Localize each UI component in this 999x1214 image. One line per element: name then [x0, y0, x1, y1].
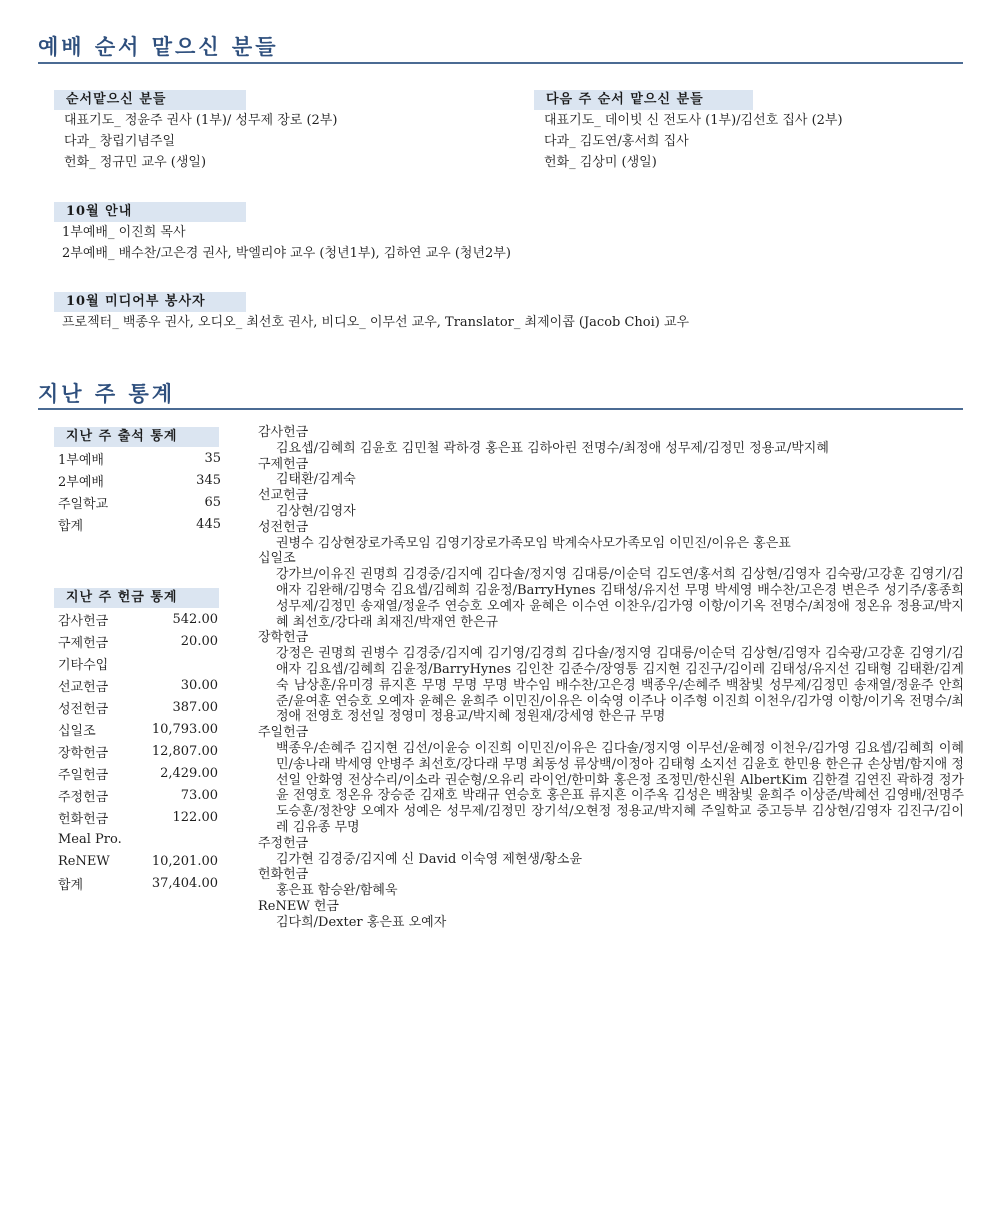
row-value: 542.00	[172, 611, 218, 627]
row-value: 345	[196, 472, 221, 488]
row-label: 성전헌금	[58, 701, 109, 717]
table-row	[58, 696, 218, 718]
table-row	[58, 491, 221, 513]
donor-category: 성전헌금	[258, 519, 309, 535]
row-label: 2부예배	[58, 474, 104, 490]
donor-names: 김다희/Dexter 홍은표 오예자	[276, 914, 447, 930]
row-label: 주일헌금	[58, 767, 109, 783]
table-row	[58, 850, 218, 872]
attendance-stats	[54, 425, 219, 535]
donor-category: 감사헌금	[258, 425, 309, 440]
next-roles-header: 다음 주 순서 맡으신 분들	[534, 90, 753, 110]
table-row	[58, 718, 218, 740]
table-row	[58, 828, 218, 850]
current-roles-line: 다과_ 창립기념주일	[64, 134, 176, 149]
next-roles-line: 헌화_ 김상미 (생일)	[544, 155, 657, 170]
table-row	[58, 740, 218, 762]
row-label: 장학헌금	[58, 745, 109, 761]
donor-category: 주정헌금	[258, 835, 309, 851]
attendance-table	[58, 447, 221, 535]
donor-list	[258, 425, 964, 931]
row-value: 65	[204, 494, 221, 510]
row-value: 10,201.00	[151, 853, 218, 869]
row-value: 30.00	[180, 677, 218, 693]
donor-names: 강가브/이유진 권명희 김경중/김지예 김다솔/정지영 김대릉/이순덕 김도연/홍서희 김상현/김영자 김숙광/고강훈 김영기/김애자 김완해/김명숙 김요셉/김혜희 김윤정/BarryHynes 김태성/유지선 무명 박세영 배수찬/고은경 변은주 성기주/홍종희 성무제/김정민 송재열/정윤주 연승호 오예자 윤혜은 이수연 이찬우/김가영 이항/이기옥 전명수/최정애 정온유 정용교/박지혜 최선호/강다래 최재진/박재연 한은규	[276, 567, 964, 630]
donor-names: 김요셉/김혜희 김윤호 김민철 곽하경 홍은표 김하아린 전명수/최정애 성무제/김정민 정용교/박지혜	[276, 440, 829, 456]
donor-category: 구제헌금	[258, 456, 309, 472]
table-row	[58, 608, 218, 630]
table-row	[58, 513, 221, 535]
donor-category: 헌화헌금	[258, 867, 309, 883]
next-roles-line: 대표기도_ 데이빗 신 전도사 (1부)/김선호 집사 (2부)	[544, 113, 843, 128]
row-label: 합계	[58, 518, 84, 534]
row-label: 합계	[58, 877, 84, 893]
row-value: 2,429.00	[160, 765, 218, 781]
current-roles-line: 대표기도_ 정윤주 권사 (1부)/ 성무제 장로 (2부)	[64, 113, 338, 128]
offering-stats	[54, 586, 219, 894]
media-volunteers-header: 10월 미디어부 봉사자	[54, 292, 246, 312]
table-row	[58, 762, 218, 784]
row-label: 구제헌금	[58, 635, 109, 651]
october-info-line: 1부예배_ 이진희 목사	[62, 225, 186, 240]
row-label: 선교헌금	[58, 679, 109, 695]
current-roles-header: 순서맡으신 분들	[54, 90, 246, 110]
october-info-block	[54, 201, 511, 264]
row-value	[137, 828, 219, 850]
row-value: 35	[204, 450, 221, 466]
table-row	[58, 652, 218, 674]
table-row	[58, 806, 218, 828]
donor-names: 백종우/손혜주 김지현 김선/이윤승 이진희 이민진/이유은 김다솔/정지영 이무선/윤혜정 이천우/김가영 김요셉/김혜희 이혜민/송나래 박세영 안병주 최선호/강다래 무명 최동성 류상백/이정아 김태형 소지선 김윤호 한민용 한은규 손상범/함지애 정선일 안화영 전상수리/이소라 권순형/오유리 라이언/한미화 홍은정 조정민/한신원 AlbertKim 김한결 김연진 곽하경 정가윤 전영호 정온유 장승준 김재호 박래규 연승호 홍은표 류지흔 이주옥 김성은 백참빛 윤희주 이상준/박혜선 김영배/전명주 도승훈/정찬양 오예자 성예은 성무제/김정민 장기석/오현정 정용교/박지혜 주일학교 중고등부 김상현/김영자 김진구/김이레 김유종 무명	[276, 740, 964, 835]
table-row	[58, 872, 218, 894]
donor-category: 십일조	[258, 551, 296, 567]
row-value: 387.00	[172, 699, 218, 715]
row-value: 12,807.00	[151, 743, 218, 759]
row-value: 122.00	[172, 809, 218, 825]
donor-names: 김상현/김영자	[276, 503, 356, 519]
donor-names: 김태환/김계숙	[276, 472, 356, 488]
donor-names: 권병수 김상현장로가족모임 김영기장로가족모임 박계숙사모가족모임 이민진/이유은 홍은표	[276, 535, 791, 551]
october-info-header: 10월 안내	[54, 202, 246, 222]
row-label: 1부예배	[58, 452, 104, 468]
row-label: 감사헌금	[58, 613, 109, 629]
media-volunteers-line: 프로젝터_ 백종우 권사, 오디오_ 최선호 권사, 비디오_ 이무선 교우, Translator_ 최제이콥 (Jacob Choi) 교우	[62, 315, 690, 330]
table-row	[58, 674, 218, 696]
row-value	[137, 652, 219, 674]
media-volunteers-block	[54, 291, 689, 333]
table-row	[58, 447, 221, 469]
row-label: 주정헌금	[58, 789, 109, 805]
current-roles-line: 헌화_ 정규민 교우 (생일)	[64, 155, 207, 170]
donor-category: 주일헌금	[258, 725, 309, 741]
row-label: 헌화헌금	[58, 811, 109, 827]
table-row	[58, 630, 218, 652]
offering-header: 지난 주 헌금 통계	[54, 588, 219, 608]
row-label: 기타수입	[58, 657, 109, 673]
row-value: 37,404.00	[151, 875, 218, 891]
row-label: Meal Pro.	[58, 831, 122, 847]
next-roles-block	[534, 89, 843, 173]
row-value: 20.00	[180, 633, 218, 649]
row-value: 10,793.00	[151, 721, 218, 737]
offering-table	[58, 608, 218, 894]
donor-category: ReNEW 헌금	[258, 898, 339, 914]
table-row	[58, 469, 221, 491]
current-roles-block	[54, 89, 337, 173]
donor-category: 선교헌금	[258, 488, 309, 504]
attendance-header: 지난 주 출석 통계	[54, 427, 219, 447]
row-label: ReNEW	[58, 853, 110, 869]
donor-names: 홍은표 함승완/함혜욱	[276, 883, 398, 899]
row-label: 십일조	[58, 723, 96, 739]
donor-names: 강정은 권명희 권병수 김경중/김지예 김기영/김경희 김다솔/정지영 김대릉/이순덕 김상현/김영자 김숙광/고강훈 김영기/김애자 김요셉/김혜희 김윤정/BarryHynes 김인찬 김준수/장영통 김지현 김진구/김이레 김태성/유지선 김태형 김태환/김계숙 남상훈/유미경 류지흔 무명 무명 무명 박수임 배수찬/고은경 백종우/손혜주 백참빛 성무제/김정민 송재열/정윤주 안희준/윤여훈 연승호 오예자 윤혜은 윤희주 이민진/이유은 이숙영 이주나 이주형 이진희 이천우/김가영 이항/이기옥 전명수/최정애 전영호 정선일 정영미 정용교/박지혜 정원재/강세영 한은규 무명	[276, 646, 964, 725]
october-info-line: 2부예배_ 배수찬/고은경 권사, 박엘리야 교우 (청년1부), 김하연 교우 (청년2부)	[62, 246, 511, 261]
row-value: 73.00	[180, 787, 218, 803]
donor-names: 김가현 김경중/김지예 신 David 이숙영 제현생/황소윤	[276, 851, 583, 867]
row-value: 445	[196, 516, 221, 532]
section-divider	[38, 62, 963, 64]
table-row	[58, 784, 218, 806]
section-divider	[38, 408, 963, 410]
section-title-last-week-stats: 지난 주 통계	[38, 381, 176, 406]
next-roles-line: 다과_ 김도연/홍서희 집사	[544, 134, 689, 149]
donor-category: 장학헌금	[258, 630, 309, 646]
row-label: 주일학교	[58, 496, 109, 512]
section-title-service-roles: 예배 순서 맡으신 분들	[38, 34, 279, 59]
